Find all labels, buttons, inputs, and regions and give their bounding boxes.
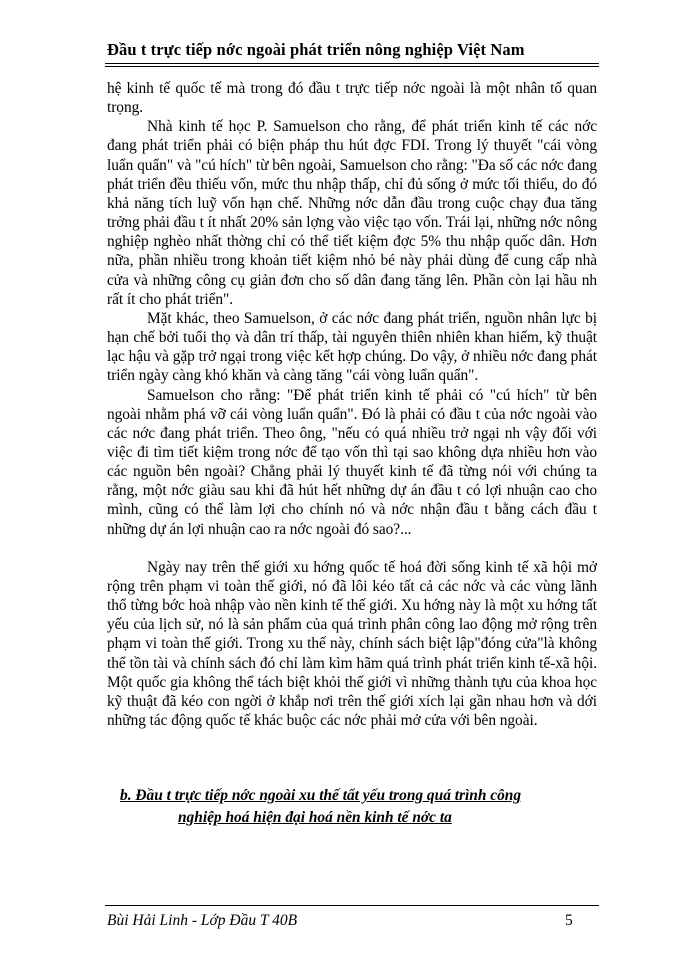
section-heading-line-2: nghiệp hoá hiện đại hoá nền kinh tế nớc ta xyxy=(178,809,452,826)
paragraph-external-push: Samuelson cho rằng: "Để phát triển kinh tế phải có "cú hích" từ bên ngoài nhằm phá vỡ cái vòng luẩn quẩn". Đó là phải có đầu t của nớc ngoài vào các nớc đang phát triển. Theo ông, "nếu có quá nhiều trở ngại nh vậy đối với việc đi tìm tiết kiệm trong nớc để tạo vốn thì tại sao không dựa nhiều hơn vào các nguồn bên ngoài? Chẳng phải lý thuyết kinh tế đã từng nói với chúng ta rằng, một nớc giàu sau khi đã hút hết những dự án đầu t có lợi nhuận cao cho mình, cũng có thể làm lợi cho chính nó và nớc nhận đầu t bằng cách đầu t những dự án lợi nhuận cao ra nớc ngoài đó sao?... xyxy=(107,386,597,538)
header-rule-bottom xyxy=(105,66,599,67)
document-body xyxy=(107,79,597,730)
paragraph-samuelson-theory: Nhà kinh tế học P. Samuelson cho rằng, để phát triển kinh tế các nớc đang phát triển phải có biện pháp thu hút đợc FDI. Trong lý thuyết "cái vòng luẩn quẩn" và "cú hích" từ bên ngoài, Samuelson cho rằng: "Đa số các nớc đang phát triển đều thiếu vốn, mức thu nhập thấp, chỉ đủ sống ở mức tối thiểu, do đó khả năng tích luỹ vốn hạn chế. Những nớc dẫn đầu trong cuộc chạy đua tăng trởng phải đầu t ít nhất 20% sản lợng vào việc tạo vốn. Trái lại, những nớc nông nghiệp nghèo nhất thờng chỉ có thể tiết kiệm đợc 5% thu nhập quốc dân. Hơn nữa, phần nhiều trong khoản tiết kiệm nhỏ bé này phải dùng để cung cấp nhà cửa và những công cụ giản đơn cho số dân đang tăng lên. Phần còn lại hầu nh rất ít cho phát triển". xyxy=(107,118,597,308)
page-number: 5 xyxy=(565,912,573,929)
footer-rule xyxy=(105,905,599,906)
paragraph-human-resources: Mặt khác, theo Samuelson, ở các nớc đang phát triển, nguồn nhân lực bị hạn chế bởi tuổi thọ và dân trí thấp, tài nguyên thiên nhiên khan hiếm, kỹ thuật lạc hậu và gặp trở ngại trong việc kết hợp chúng. Do vậy, ở nhiều nớc đang phát triển ngày càng khó khăn và càng tăng "cái vòng luẩn quẩn". xyxy=(107,309,597,385)
header-rule-top xyxy=(105,63,599,64)
paragraph-intro: hệ kinh tế quốc tế mà trong đó đầu t trực tiếp nớc ngoài là một nhân tố quan trọng. xyxy=(107,80,597,117)
page-header-title: Đầu t trực tiếp nớc ngoài phát triển nông nghiệp Việt Nam xyxy=(107,40,525,59)
section-heading xyxy=(120,785,598,829)
paragraph-globalization: Ngày nay trên thế giới xu hớng quốc tế hoá đời sống kinh tế xã hội mở rộng trên phạm vi toàn thế giới, nó đã lôi kéo tất cả các nớc và các vùng lãnh thổ từng bớc hoà nhập vào nền kinh tế thế giới. Xu hớng này là một xu hớng tất yếu của lịch sử, nó là sản phẩm của quá trình phân công lao động mở rộng trên phạm vi toàn thế giới. Trong xu thế này, chính sách biệt lập"đóng cửa"là không thể tồn tài và chính sách đó chỉ làm kìm hãm quá trình phát triển kinh tế-xã hội. Một quốc gia không thể tách biệt khỏi thế giới vì những thành tựu của khoa học kỹ thuật đã kéo con ngời ở khắp nơi trên thế giới xích lại gần nhau hơn và dới những tác động quốc tế khác buộc các nớc phải mở cửa với bên ngoài. xyxy=(107,558,597,729)
section-heading-line-1: b. Đầu t trực tiếp nớc ngoài xu thế tất yếu trong quá trình công xyxy=(120,787,522,804)
footer-author: Bùi Hải Linh - Lớp Đầu T 40B xyxy=(107,912,298,929)
